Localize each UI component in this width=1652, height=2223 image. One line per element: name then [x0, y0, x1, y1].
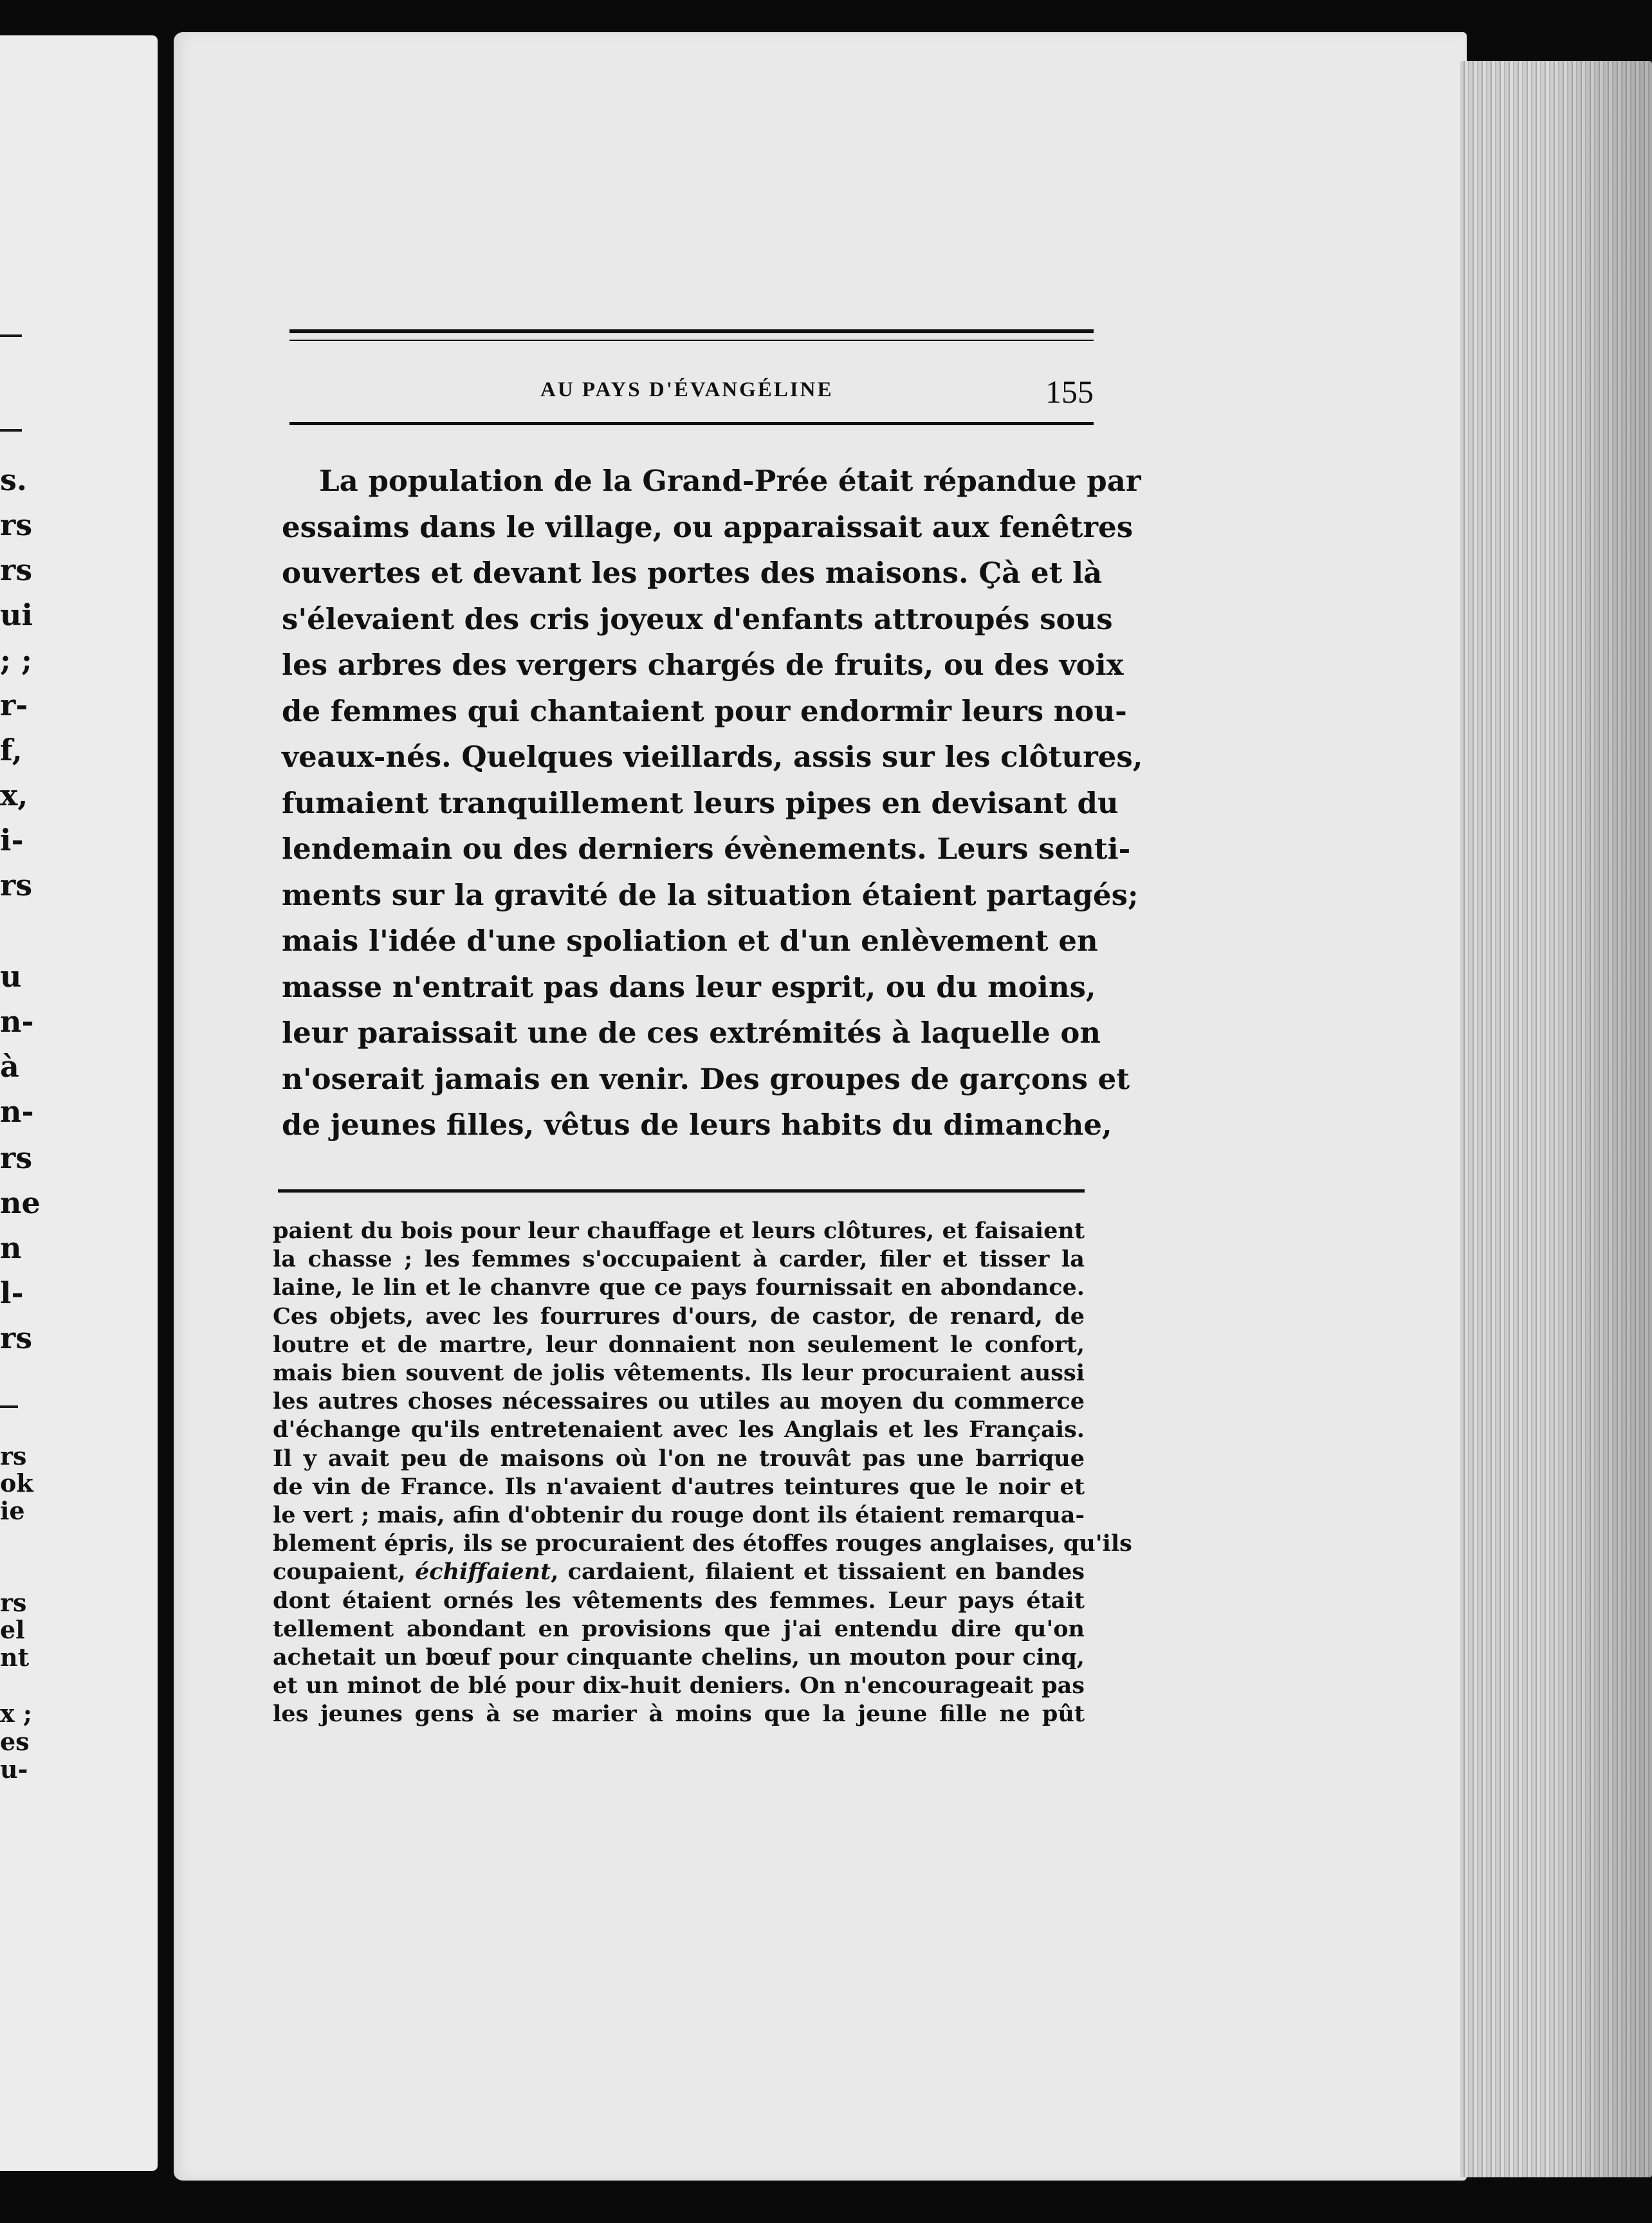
left-fragment: ui — [0, 598, 33, 632]
footnote-line: dont étaient ornés les vêtements des femmes. Leur pays était — [273, 1587, 1085, 1614]
left-fragment: x ; — [0, 1699, 32, 1728]
header-top-rule — [289, 329, 1094, 333]
footnote-line: mais bien souvent de jolis vêtements. Ils leur procuraient aussi — [273, 1360, 1085, 1387]
left-fragment: nt — [0, 1643, 30, 1672]
previous-page-edge — [0, 35, 158, 2171]
footnote-line: loutre et de martre, leur donnaient non seulement le confort, — [273, 1331, 1085, 1358]
footnote-line: le vert ; mais, afin d'obtenir du rouge dont ils étaient remarqua- — [273, 1502, 1085, 1529]
left-page-rule — [0, 429, 22, 432]
body-line: fumaient tranquillement leurs pipes en devisant du — [282, 785, 1119, 820]
footnote — [273, 1217, 1132, 1729]
left-fragment: el — [0, 1615, 25, 1644]
left-fragment: i- — [0, 823, 24, 857]
body-line: La population de la Grand-Prée était répandue par — [319, 464, 1141, 498]
footnote-line: la chasse ; les femmes s'occupaient à carder, filer et tisser la — [273, 1246, 1085, 1273]
footnote-line: d'échange qu'ils entretenaient avec les Anglais et les Français. — [273, 1416, 1085, 1443]
body-line: les arbres des vergers chargés de fruits, ou des voix — [282, 648, 1124, 682]
footnote-line: Il y avait peu de maisons où l'on ne trouvât pas une barrique — [273, 1445, 1085, 1472]
footnote-italic-word: échiffaient — [414, 1559, 551, 1586]
left-fragment: es — [0, 1727, 30, 1756]
page-edges-shade — [1549, 61, 1652, 2177]
left-fragment: f, — [0, 733, 23, 767]
left-fragment: rs — [0, 508, 33, 542]
page-number: 155 — [1045, 374, 1094, 410]
footnote-line: achetait un bœuf pour cinquante chelins, un mouton pour cinq, — [273, 1644, 1085, 1671]
footnote-separator-rule — [278, 1189, 1085, 1193]
header-top-thin-rule — [289, 340, 1094, 341]
footnote-line: paient du bois pour leur chauffage et leurs clôtures, et faisaient — [273, 1218, 1085, 1244]
body-paragraph — [282, 458, 1143, 1148]
left-fragment: ; ; — [0, 643, 32, 677]
header-bottom-rule — [289, 422, 1094, 425]
left-fragment: rs — [0, 1441, 27, 1470]
footnote-line: les autres choses nécessaires ou utiles au moyen du commerce — [273, 1388, 1085, 1415]
footnote-line: et un minot de blé pour dix-huit deniers. On n'encourageait pas — [273, 1672, 1085, 1699]
left-fragment: rs — [0, 553, 33, 587]
body-line: essaims dans le village, ou apparaissait aux fenêtres — [282, 509, 1133, 544]
left-fragment: n — [0, 1230, 22, 1265]
left-page-rule — [0, 334, 22, 337]
footnote-line: les jeunes gens à se marier à moins que la jeune fille ne pût — [273, 1701, 1085, 1728]
left-fragment: n- — [0, 1094, 34, 1129]
left-fragment: x, — [0, 778, 28, 812]
left-fragment: ne — [0, 1185, 41, 1220]
body-line: veaux-nés. Quelques vieillards, assis sur les clôtures, — [282, 740, 1143, 774]
left-fragment: rs — [0, 1588, 27, 1617]
left-fragment: l- — [0, 1276, 24, 1310]
left-fragment: r- — [0, 688, 28, 722]
running-head-title: AU PAYS D'ÉVANGÉLINE — [540, 378, 834, 401]
footnote-line: laine, le lin et le chanvre que ce pays fournissait en abondance. — [273, 1274, 1085, 1301]
body-line: s'élevaient des cris joyeux d'enfants attroupés sous — [282, 601, 1113, 636]
left-fragment: u — [0, 959, 22, 994]
body-line: lendemain ou des derniers évènements. Leurs senti- — [282, 832, 1131, 866]
left-fragment: u- — [0, 1755, 28, 1784]
footnote-line — [273, 1558, 1085, 1586]
left-fragment: s. — [0, 462, 27, 497]
running-head — [289, 373, 1094, 412]
footnote-line-part: , cardaient, filaient et tissaient en bandes — [551, 1559, 1085, 1586]
page-edges-stack — [1460, 61, 1652, 2177]
left-fragment: à — [0, 1049, 19, 1084]
left-fragment: rs — [0, 1321, 33, 1355]
footnote-line: blement épris, ils se procuraient des étoffes rouges anglaises, qu'ils — [273, 1530, 1132, 1557]
body-line: leur paraissait une de ces extrémités à laquelle on — [282, 1016, 1101, 1050]
body-line: ments sur la gravité de la situation étaient partagés; — [282, 877, 1139, 912]
body-line: n'oserait jamais en venir. Des groupes de garçons et — [282, 1061, 1130, 1096]
footnote-line: Ces objets, avec les fourrures d'ours, de castor, de renard, de — [273, 1303, 1085, 1330]
left-fragment: ie — [0, 1496, 25, 1525]
footnote-line: tellement abondant en provisions que j'ai entendu dire qu'on — [273, 1615, 1085, 1642]
left-fragment: rs — [0, 1140, 33, 1175]
left-page-rule — [0, 1405, 18, 1408]
body-line: mais l'idée d'une spoliation et d'un enlèvement en — [282, 924, 1098, 958]
body-line: masse n'entrait pas dans leur esprit, ou du moins, — [282, 969, 1096, 1004]
body-line: de femmes qui chantaient pour endormir leurs nou- — [282, 693, 1127, 728]
left-fragment: rs — [0, 868, 33, 902]
left-fragment: n- — [0, 1004, 34, 1039]
body-line: de jeunes filles, vêtus de leurs habits du dimanche, — [282, 1108, 1112, 1142]
footnote-line: de vin de France. Ils n'avaient d'autres teintures que le noir et — [273, 1473, 1085, 1500]
footnote-line-part: coupaient, — [273, 1559, 415, 1586]
body-line: ouvertes et devant les portes des maisons. Çà et là — [282, 556, 1103, 590]
left-fragment: ok — [0, 1468, 33, 1497]
